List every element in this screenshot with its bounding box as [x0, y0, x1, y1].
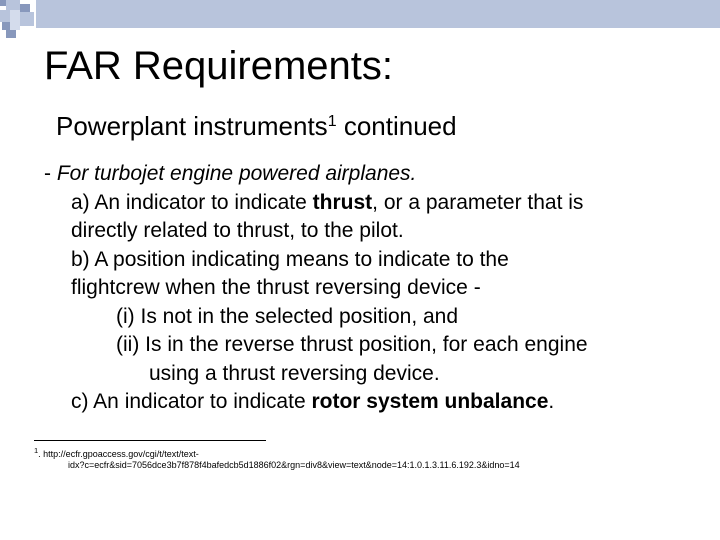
footnote-line1: [34, 445, 520, 460]
subtitle-tail: continued: [336, 111, 457, 141]
footnote-line2: idx?c=ecfr&sid=7056dce3b7f878f4bafedcb5d1886f02&rgn=div8&view=text&node=14:1.0.1.3.11.6.192.3&idno=14: [68, 460, 520, 470]
slide-body: [44, 160, 704, 417]
subtitle-text: Powerplant instruments: [56, 111, 328, 141]
item-a-text: a) An indicator to indicate: [71, 190, 313, 214]
item-b-line1: b) A position indicating means to indicate to the: [71, 247, 509, 271]
item-b-ii-line2: using a thrust reversing device.: [149, 361, 440, 385]
decorative-header-squares: [0, 0, 720, 40]
item-a-text-tail: , or a parameter that is: [372, 190, 584, 214]
intro-line: [44, 160, 704, 189]
item-a-bold: thrust: [312, 190, 373, 214]
slide-title: FAR Requirements:: [44, 44, 394, 88]
footnote-marker: 1: [34, 446, 39, 455]
footnote: [34, 445, 520, 471]
intro-text: For turbojet engine powered airplanes.: [56, 162, 417, 185]
item-a-line2: directly related to thrust, to the pilot.: [71, 219, 404, 242]
item-c: [44, 388, 704, 417]
slide-subtitle: [56, 106, 457, 142]
subtitle-footnote-marker: 1: [327, 113, 337, 130]
intro-dash: -: [44, 162, 57, 185]
item-c-period: .: [548, 390, 555, 413]
footnote-url-start: . http://ecfr.gpoaccess.gov/cgi/t/text/text-: [38, 449, 199, 459]
item-a-line1: [44, 189, 704, 218]
item-c-text: c) An indicator to indicate: [71, 390, 312, 413]
footnote-divider: [34, 440, 266, 441]
item-b-ii-line1: (ii) Is in the reverse thrust position, for each engine: [116, 333, 588, 356]
item-b-i: (i) Is not in the selected position, and: [116, 304, 459, 328]
item-c-bold: rotor system unbalance: [311, 390, 549, 413]
item-b-line2: flightcrew when the thrust reversing device -: [71, 276, 481, 299]
